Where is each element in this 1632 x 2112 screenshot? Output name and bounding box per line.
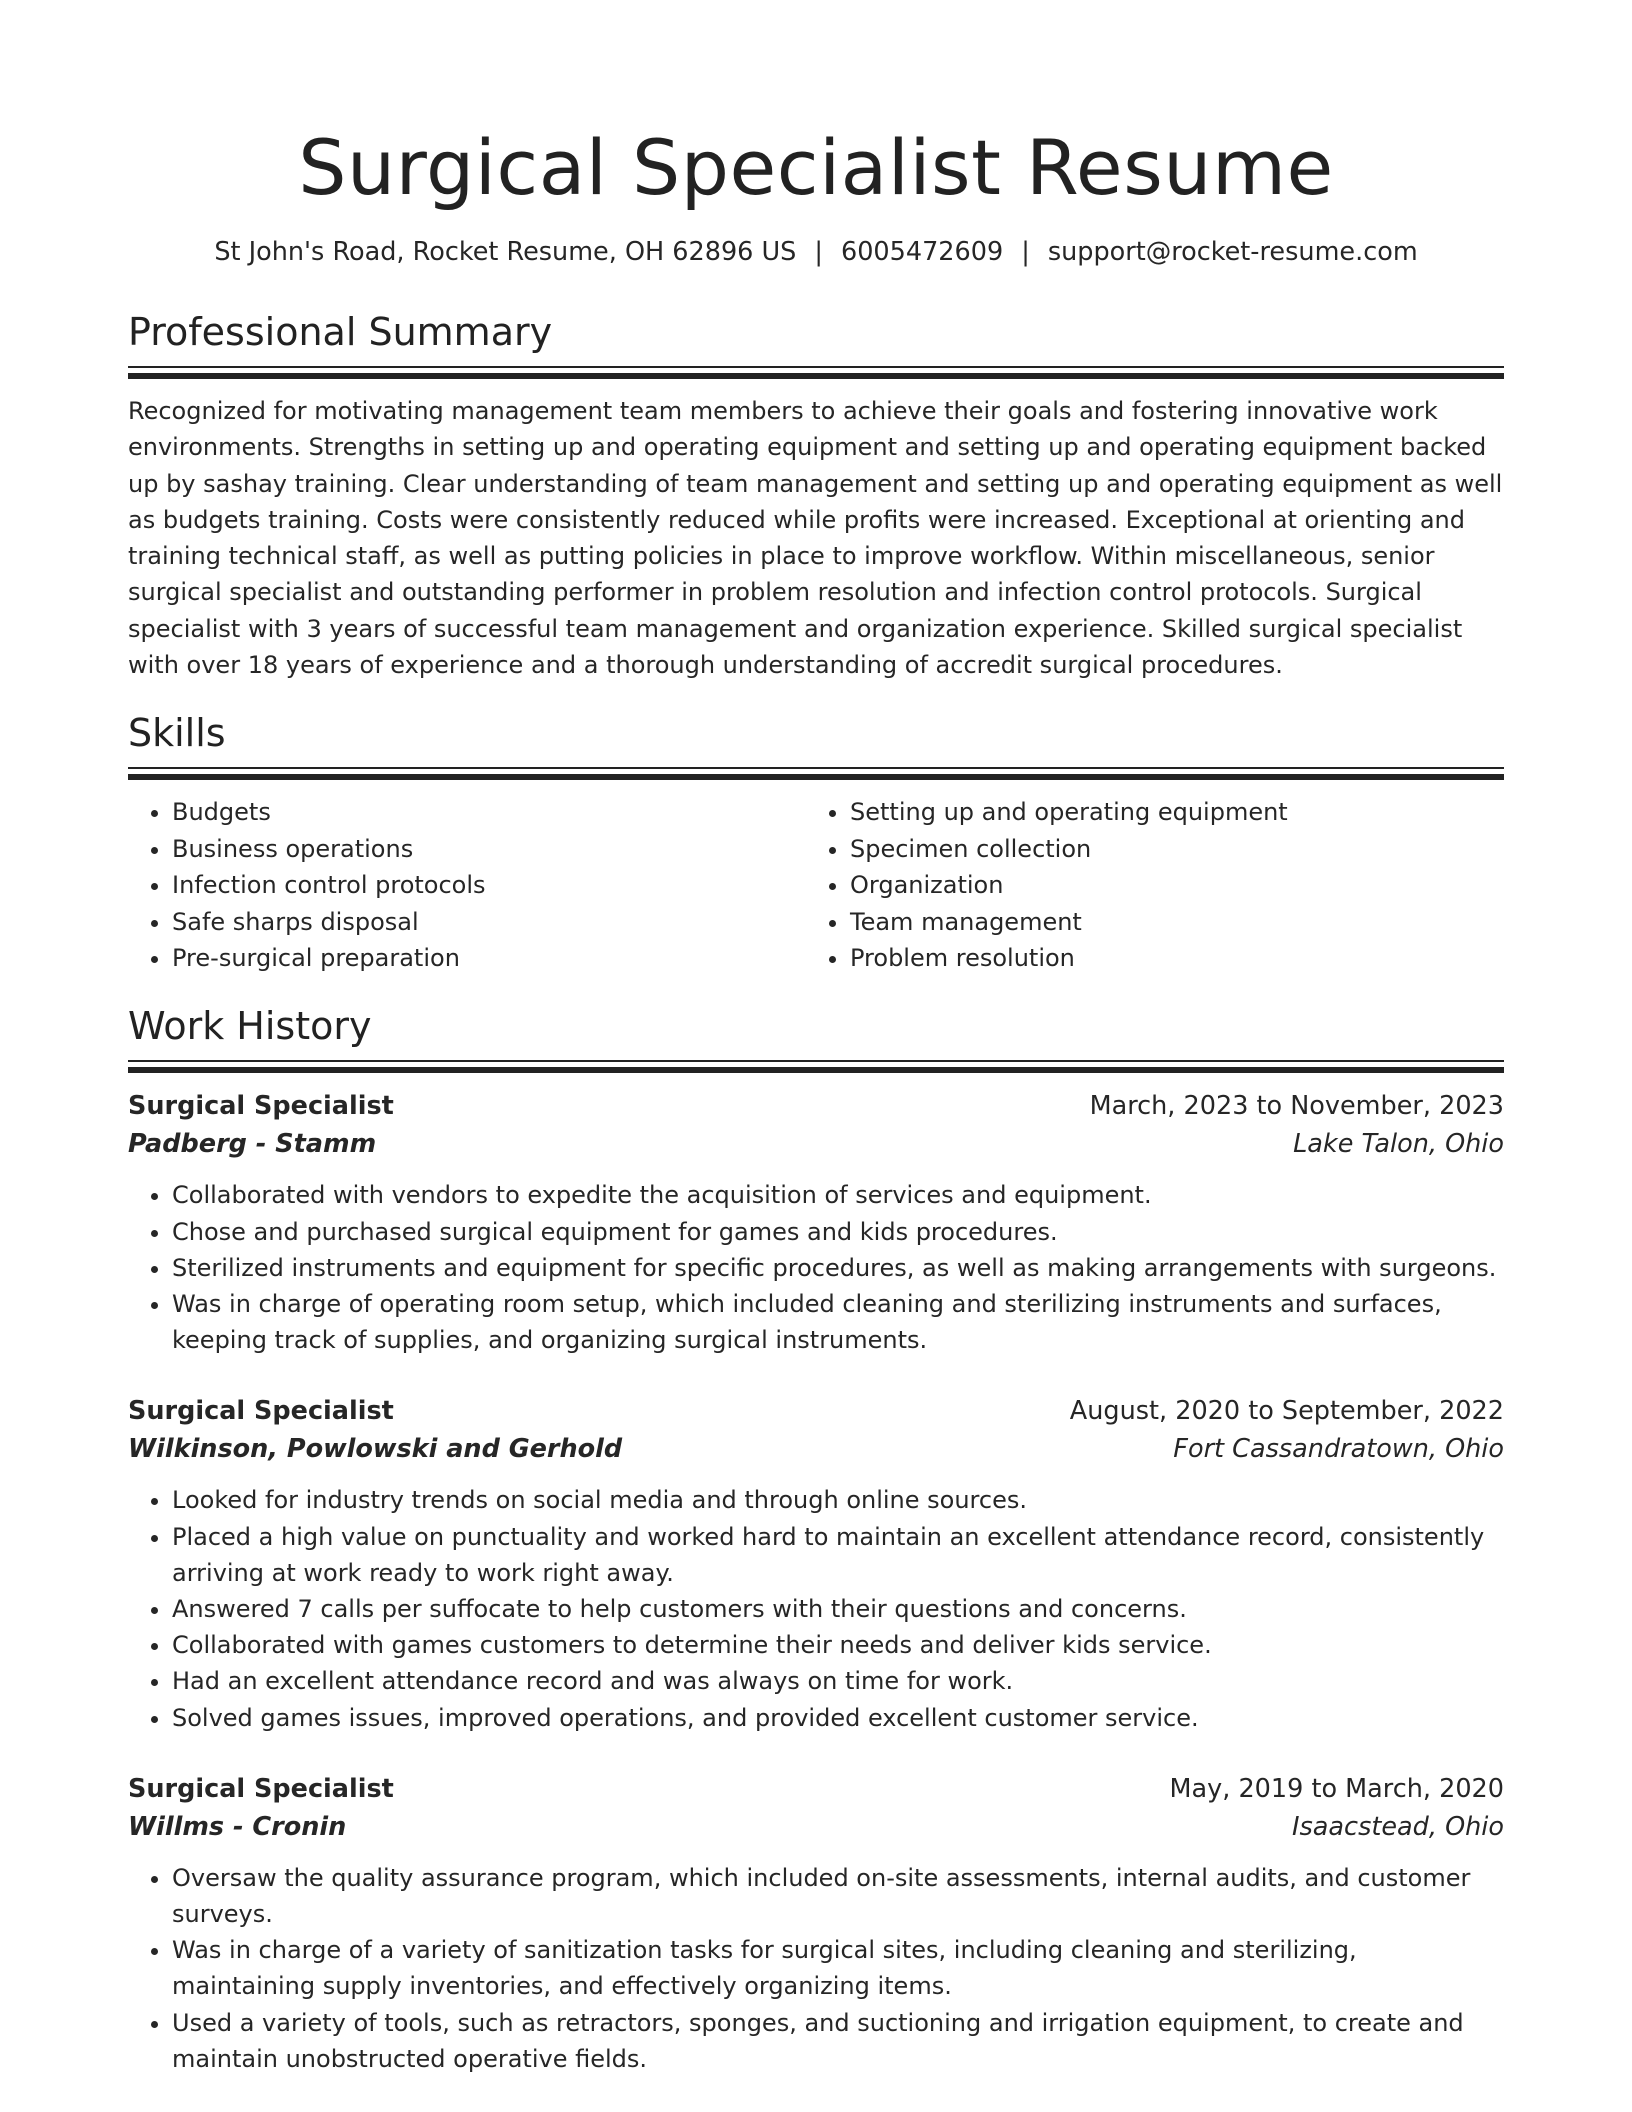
section-title-skills: Skills [128,711,226,756]
skill-item: • Problem resolution [850,940,1484,976]
skill-item: • Business operations [172,831,806,867]
skill-item: • Specimen collection [850,831,1484,867]
job-employer-row [128,1808,1504,1846]
skills-column-right [806,794,1484,976]
skill-item: • Setting up and operating equipment [850,794,1484,830]
skills-column-left [128,794,806,976]
job-bullets [128,1860,1504,2077]
job-entry [128,1770,1504,2077]
skill-item: • Infection control protocols [172,867,806,903]
job-header-row [128,1392,1504,1430]
contact-separator: | [1021,237,1030,267]
job-bullet: • Was in charge of operating room setup, which included cleaning and sterilizing instruments and surfaces, keeping track of supplies, and organizing surgical instruments. [172,1286,1504,1358]
job-bullet: • Had an excellent attendance record and was always on time for work. [172,1663,1504,1699]
contact-separator: | [814,237,823,267]
job-location: Isaacstead, Ohio [1292,1811,1504,1842]
job-title: Surgical Specialist [128,1773,394,1804]
job-entry [128,1392,1504,1735]
skill-item: • Safe sharps disposal [172,904,806,940]
job-bullet: • Collaborated with games customers to determine their needs and deliver kids service. [172,1627,1504,1663]
section-divider [128,366,1504,379]
job-bullet: • Solved games issues, improved operations, and provided excellent customer service. [172,1700,1504,1736]
section-divider [128,1060,1504,1073]
skills-section [128,709,1504,976]
job-entry [128,1087,1504,1358]
job-bullet: • Oversaw the quality assurance program, which included on-site assessments, internal audits, and customer surveys. [172,1860,1504,1932]
job-header-row [128,1770,1504,1808]
contact-address: St John's Road, Rocket Resume, OH 62896 US [214,237,797,267]
job-bullet: • Answered 7 calls per suffocate to help customers with their questions and concerns. [172,1591,1504,1627]
job-dates: May, 2019 to March, 2020 [1169,1773,1504,1804]
job-bullet: • Placed a high value on punctuality and worked hard to maintain an excellent attendance record, consistently arriving at work ready to work right away. [172,1519,1504,1591]
section-divider [128,767,1504,780]
summary-text: Recognized for motivating management team members to achieve their goals and fostering innovative work environments. Strengths in setting up and operating equipment and setting up and operating equipment backed up by sashay training. Clear understanding of team management and setting up and operating equipment as well as budgets training. Costs were consistently reduced while profits were increased. Exceptional at orienting and training technical staff, as well as putting policies in place to improve workflow. Within miscellaneous, senior surgical specialist and outstanding performer in problem resolution and infection control protocols. Surgical specialist with 3 years of successful team management and organization experience. Skilled surgical specialist with over 18 years of experience and a thorough understanding of accredit surgical procedures. [128,397,1503,680]
contact-line [128,234,1504,270]
skill-item: • Pre-surgical preparation [172,940,806,976]
job-dates: March, 2023 to November, 2023 [1089,1091,1504,1122]
job-header-row [128,1087,1504,1125]
job-employer-row [128,1125,1504,1163]
skills-grid [128,794,1504,976]
job-title: Surgical Specialist [128,1396,394,1427]
job-bullets [128,1482,1504,1735]
work-history-section [128,1002,1504,2077]
professional-summary-section [128,308,1504,683]
skill-item: • Team management [850,904,1484,940]
section-title-professional-summary: Professional Summary [128,310,553,354]
job-bullet: • Looked for industry trends on social media and through online sources. [172,1482,1504,1518]
resume-title: Surgical Specialist Resume [298,123,1334,212]
job-bullets [128,1177,1504,1358]
job-bullet: • Collaborated with vendors to expedite the acquisition of services and equipment. [172,1177,1504,1213]
resume-page [128,120,1504,2077]
job-bullet: • Was in charge of a variety of sanitization tasks for surgical sites, including cleaning and sterilizing, maintaining supply inventories, and effectively organizing items. [172,1932,1504,2004]
job-bullet: • Chose and purchased surgical equipment for games and kids procedures. [172,1214,1504,1250]
contact-phone: 6005472609 [840,237,1004,267]
job-company: Padberg - Stamm [128,1129,377,1160]
job-company: Wilkinson, Powlowski and Gerhold [128,1434,623,1465]
job-company: Willms - Cronin [128,1811,347,1842]
skill-item: • Organization [850,867,1484,903]
job-bullet: • Sterilized instruments and equipment for specific procedures, as well as making arrangements with surgeons. [172,1250,1504,1286]
skill-item: • Budgets [172,794,806,830]
job-location: Fort Cassandratown, Ohio [1173,1434,1504,1465]
job-title: Surgical Specialist [128,1091,394,1122]
job-employer-row [128,1430,1504,1468]
contact-email: support@rocket-resume.com [1047,237,1418,267]
job-dates: August, 2020 to September, 2022 [1069,1396,1504,1427]
job-bullet: • Used a variety of tools, such as retractors, sponges, and suctioning and irrigation equipment, to create and maintain unobstructed operative fields. [172,2005,1504,2077]
section-title-work-history: Work History [128,1004,372,1049]
job-location: Lake Talon, Ohio [1293,1129,1504,1160]
